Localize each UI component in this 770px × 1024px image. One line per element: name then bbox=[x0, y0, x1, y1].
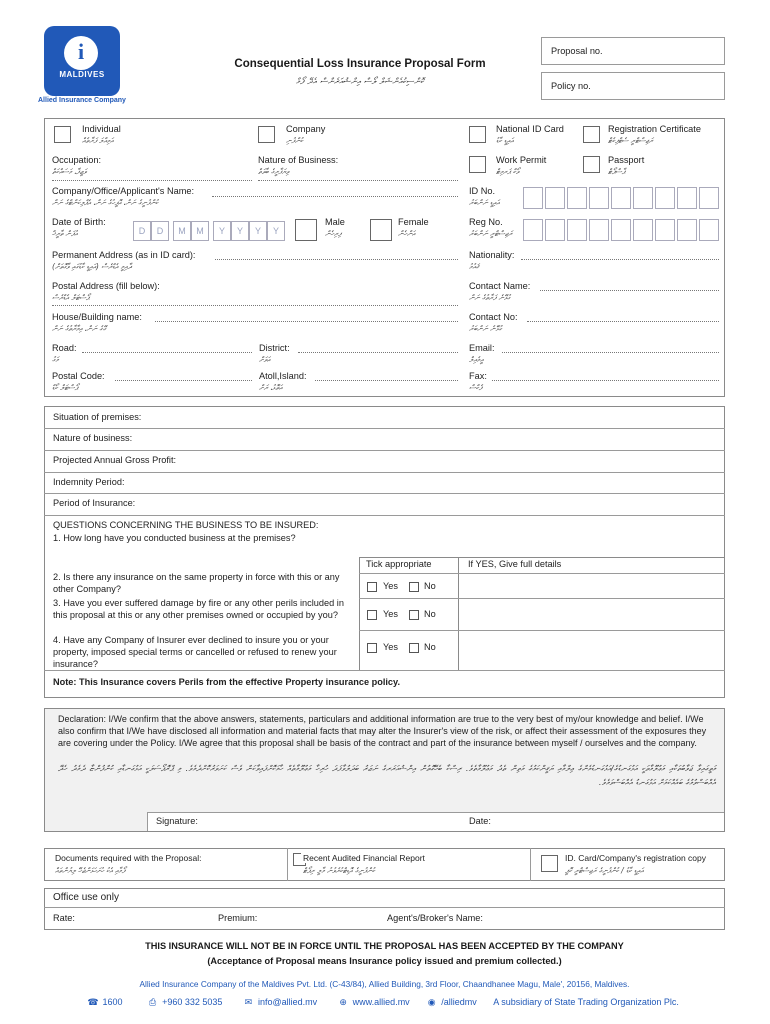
q4-no-checkbox[interactable] bbox=[409, 643, 419, 653]
occupation-input[interactable] bbox=[52, 180, 252, 181]
q2-yes-label: Yes bbox=[383, 581, 398, 591]
road-label-dv: މަގު bbox=[52, 355, 59, 364]
reg-no-cell[interactable] bbox=[699, 219, 719, 241]
row-divider bbox=[44, 450, 725, 451]
gross-profit-label: Projected Annual Gross Profit: bbox=[53, 455, 177, 465]
contact-name-label-dv: ގުޅޭނެ ފަރާތުގެ ނަން bbox=[469, 293, 510, 302]
id-no-cell[interactable] bbox=[567, 187, 587, 209]
acceptance-notice: THIS INSURANCE WILL NOT BE IN FORCE UNTIL THE PROPOSAL HAS BEEN ACCEPTED BY THE COMPANY bbox=[145, 941, 624, 951]
reg-no-cell[interactable] bbox=[589, 219, 609, 241]
individual-label-dv: އަމިއްލަ ފަރާތެއް bbox=[82, 136, 114, 145]
email-label: Email: bbox=[469, 343, 495, 353]
id-no-label: ID No. bbox=[469, 186, 496, 196]
permanent-address-label-dv: ދާއިމީ އެޑްރެސް (އައިޑީ ކާޑުގައި ވާގޮތަށް) bbox=[52, 262, 132, 271]
q3-no-label: No bbox=[424, 609, 436, 619]
dob-day-2[interactable]: D bbox=[151, 221, 169, 241]
road-input[interactable] bbox=[82, 352, 252, 353]
dob-year-2[interactable]: Y bbox=[231, 221, 249, 241]
postal-code-label: Postal Code: bbox=[52, 371, 105, 381]
dob-year-3[interactable]: Y bbox=[249, 221, 267, 241]
id-no-cell[interactable] bbox=[545, 187, 565, 209]
office-use-heading: Office use only bbox=[53, 892, 119, 903]
id-no-cell[interactable] bbox=[633, 187, 653, 209]
signature-row bbox=[147, 812, 724, 831]
row-divider bbox=[359, 630, 725, 631]
id-card-checkbox[interactable] bbox=[541, 855, 558, 872]
work-permit-label-dv: ވޯކް ޕަރމިޓް bbox=[496, 167, 519, 176]
logo-i-icon: i bbox=[77, 39, 85, 64]
house-name-label: House/Building name: bbox=[52, 312, 142, 322]
house-name-label-dv: ގޭގެ ނަން، އިމާރާތުގެ ނަން bbox=[52, 324, 106, 333]
fax-label-dv: ފެކްސް bbox=[469, 383, 482, 392]
company-label: Company bbox=[286, 124, 326, 134]
reg-no-cell[interactable] bbox=[655, 219, 675, 241]
contact-no-label-dv: ގުޅޭނެ ނަންބަރު bbox=[469, 324, 502, 333]
situation-label: Situation of premises: bbox=[53, 412, 142, 422]
postal-code-label-dv: ޕޯސްޓަލް ކޯޑް bbox=[52, 383, 78, 392]
male-checkbox[interactable] bbox=[295, 219, 317, 241]
footer-phone[interactable]: 1600 bbox=[102, 997, 123, 1007]
dob-month-1[interactable]: M bbox=[173, 221, 191, 241]
work-permit-checkbox[interactable] bbox=[469, 156, 486, 173]
q4-no-label: No bbox=[424, 642, 436, 652]
id-no-cell[interactable] bbox=[523, 187, 543, 209]
reg-no-label-dv: ރަޖިސްޓްރީ ނަންބަރު bbox=[469, 229, 513, 238]
documents-required-label-dv: ފޯމާއި އެކު ހުށަހަޅަންޖެހޭ ލިޔުންތައް bbox=[55, 866, 126, 875]
reg-no-cell[interactable] bbox=[567, 219, 587, 241]
dob-label: Date of Birth: bbox=[52, 217, 106, 227]
column-divider bbox=[287, 848, 288, 881]
id-no-cell[interactable] bbox=[677, 187, 697, 209]
rate-label: Rate: bbox=[53, 913, 75, 923]
nature-business-label: Nature of Business: bbox=[258, 155, 339, 165]
reg-no-input[interactable] bbox=[523, 219, 719, 241]
tick-header: Tick appropriate bbox=[366, 559, 432, 569]
q4-yes-checkbox[interactable] bbox=[367, 643, 377, 653]
id-no-input[interactable] bbox=[523, 187, 719, 209]
coverage-note: Note: This Insurance covers Perils from the effective Property insurance policy. bbox=[53, 677, 401, 687]
footer-subsidiary: A subsidiary of State Trading Organization Plc. bbox=[493, 997, 679, 1007]
id-no-cell[interactable] bbox=[611, 187, 631, 209]
row-divider bbox=[44, 907, 725, 908]
postal-address-label-dv: ޕޯސްޓަލް އެޑްރެސް bbox=[52, 293, 90, 302]
reg-no-cell[interactable] bbox=[611, 219, 631, 241]
email-icon: ✉ bbox=[244, 997, 253, 1007]
q3-no-checkbox[interactable] bbox=[409, 610, 419, 620]
agent-label: Agent's/Broker's Name: bbox=[387, 913, 483, 923]
id-no-cell[interactable] bbox=[589, 187, 609, 209]
individual-label: Individual bbox=[82, 124, 121, 134]
postal-address-label: Postal Address (fill below): bbox=[52, 281, 160, 291]
proposal-no-field[interactable] bbox=[541, 37, 725, 65]
nature-business-label-dv: ވިޔަފާރީގެ ބާވަތް bbox=[258, 167, 290, 176]
occupation-label: Occupation: bbox=[52, 155, 102, 165]
declaration-text: Declaration: I/We confirm that the above answers, statements, particulars and additional information are true to the very best of my/our knowledge and belief. I/We also confirm that I/We have disclosed all information and material facts that may alter the Insurer's view of the risk, or affect their assessment of the exposures they are covering under the Policy. I/We agree that this proposal shall be basis of the contract and part of the insurance between myself / ourselves and the company. bbox=[58, 714, 707, 748]
reg-certificate-label-dv: ރަޖިސްޓްރީ ސެޓްފިކެޓް bbox=[608, 136, 653, 145]
nature-business-input[interactable] bbox=[258, 180, 458, 181]
national-id-label-dv: އައިޑީ ކާޑު bbox=[496, 136, 514, 145]
acceptance-subnotice: (Acceptance of Proposal means Insurance policy issued and premium collected.) bbox=[207, 956, 562, 966]
postal-address-divider bbox=[52, 305, 458, 306]
id-card-label-dv: އައިޑީ ކާޑު / ކުންފުނީގެ ރަޖިސްޓްރީ ކޮޕީ bbox=[565, 866, 644, 875]
q2-no-checkbox[interactable] bbox=[409, 582, 419, 592]
footer-address: Allied Insurance Company of the Maldives Pvt. Ltd. (C-43/84), Allied Building, 3rd Floor, Chaandhanee Magu, Male', 20156, Maldives. bbox=[139, 979, 630, 989]
question-4: 4. Have any Company of Insurer ever declined to insure you or your property, imposed special terms or cancelled or refused to renew your insurance? bbox=[53, 635, 337, 669]
premium-label: Premium: bbox=[218, 913, 258, 923]
dob-day-1[interactable]: D bbox=[133, 221, 151, 241]
proposal-no-label: Proposal no. bbox=[551, 46, 603, 56]
reg-certificate-checkbox[interactable] bbox=[583, 126, 600, 143]
dob-label-dv: އުފަން ތާރީޚް bbox=[52, 229, 78, 238]
male-label: Male bbox=[325, 217, 345, 227]
female-label: Female bbox=[398, 217, 429, 227]
district-label: District: bbox=[259, 343, 290, 353]
female-checkbox[interactable] bbox=[370, 219, 392, 241]
id-no-cell[interactable] bbox=[655, 187, 675, 209]
nationality-label-dv: ޤައުމު bbox=[469, 262, 479, 271]
footer-web[interactable]: www.allied.mv bbox=[352, 997, 410, 1007]
question-1: 1. How long have you conducted business at the premises? bbox=[53, 533, 296, 543]
work-permit-label: Work Permit bbox=[496, 155, 547, 165]
reg-certificate-label: Registration Certificate bbox=[608, 124, 701, 134]
social-icons: ◉ bbox=[427, 997, 436, 1007]
q3-yes-checkbox[interactable] bbox=[367, 610, 377, 620]
nationality-label: Nationality: bbox=[469, 250, 515, 260]
audited-report-label-dv: ކުންފުނީގެ އޮޑިޓްކުރެވުނު މާލީ ރިޕޯޓް bbox=[303, 866, 375, 875]
globe-icon: ⊕ bbox=[339, 997, 347, 1007]
reg-no-cell[interactable] bbox=[523, 219, 543, 241]
nationality-input[interactable] bbox=[521, 259, 719, 260]
fax-icon: ⎙ bbox=[148, 997, 157, 1007]
passport-label-dv: ޕާސްޕޯޓް bbox=[608, 167, 625, 176]
dob-month-2[interactable]: M bbox=[191, 221, 209, 241]
dob-year-4[interactable]: Y bbox=[267, 221, 285, 241]
row-divider bbox=[44, 515, 725, 516]
road-label: Road: bbox=[52, 343, 77, 353]
id-no-label-dv: އައިޑީ ނަންބަރު bbox=[469, 198, 500, 207]
policy-no-field[interactable] bbox=[541, 72, 725, 100]
row-divider bbox=[44, 428, 725, 429]
individual-checkbox[interactable] bbox=[54, 126, 71, 143]
period-label: Period of Insurance: bbox=[53, 498, 136, 508]
date-label: Date: bbox=[469, 816, 491, 826]
id-no-cell[interactable] bbox=[699, 187, 719, 209]
national-id-label: National ID Card bbox=[496, 124, 564, 134]
reg-no-label: Reg No. bbox=[469, 217, 503, 227]
district-label-dv: އަވަށް bbox=[259, 355, 271, 364]
row-divider bbox=[44, 493, 725, 494]
contact-name-input[interactable] bbox=[540, 290, 719, 291]
email-input[interactable] bbox=[502, 352, 719, 353]
logo-text: MALDIVES bbox=[59, 70, 105, 79]
atoll-island-label-dv: އަތޮޅު، ރަށް bbox=[259, 383, 283, 392]
q2-yes-checkbox[interactable] bbox=[367, 582, 377, 592]
national-id-checkbox[interactable] bbox=[469, 126, 486, 143]
row-divider bbox=[359, 573, 725, 574]
female-label-dv: އަންހެން bbox=[398, 229, 416, 238]
applicant-name-label: Company/Office/Applicant's Name: bbox=[52, 186, 195, 196]
footer-social[interactable]: /alliedmv bbox=[441, 997, 477, 1007]
house-name-input[interactable] bbox=[155, 321, 458, 322]
company-name: Allied Insurance Company bbox=[38, 97, 126, 104]
occupation-label-dv: ވަޒީފާ، މަސައްކަތް bbox=[52, 167, 87, 176]
page-title: Consequential Loss Insurance Proposal Form bbox=[234, 58, 486, 70]
footer-fax[interactable]: +960 332 5035 bbox=[162, 997, 223, 1007]
district-input[interactable] bbox=[298, 352, 458, 353]
passport-label: Passport bbox=[608, 155, 645, 165]
footer-contacts bbox=[86, 997, 706, 1008]
company-checkbox[interactable] bbox=[258, 126, 275, 143]
reg-no-cell[interactable] bbox=[633, 219, 653, 241]
office-use-section bbox=[44, 888, 725, 930]
q2-no-label: No bbox=[424, 581, 436, 591]
questions-heading: QUESTIONS CONCERNING THE BUSINESS TO BE INSURED: bbox=[53, 520, 319, 530]
applicant-name-input[interactable] bbox=[212, 196, 458, 197]
q4-yes-label: Yes bbox=[383, 642, 398, 652]
company-label-dv: ކުންފުނި bbox=[286, 136, 303, 145]
fax-input[interactable] bbox=[492, 380, 719, 381]
id-card-label: ID. Card/Company's registration copy bbox=[565, 853, 706, 863]
fax-label: Fax: bbox=[469, 371, 487, 381]
dob-year-1[interactable]: Y bbox=[213, 221, 231, 241]
question-3: 3. Have you ever suffered damage by fire or any other perils included in this proposal at this or any other premises owned or occupied by you? bbox=[53, 598, 344, 620]
page-title-dhivehi: ކޮންސިކުއެންޝަލް ލޯސް އިންޝުއަރެންސް އެދޭ ފޯމް bbox=[296, 77, 424, 87]
indemnity-label: Indemnity Period: bbox=[53, 477, 125, 487]
permanent-address-label: Permanent Address (as in ID card): bbox=[52, 250, 196, 260]
contact-no-input[interactable] bbox=[527, 321, 719, 322]
applicant-name-label-dv: ކުންފުނީގެ ނަން، އޮފީހުގެ ނަން، އެޕްލިކަންޓްގެ ނަން bbox=[52, 198, 159, 207]
reg-no-cell[interactable] bbox=[545, 219, 565, 241]
details-header: If YES, Give full details bbox=[468, 559, 562, 569]
column-divider bbox=[530, 848, 531, 881]
row-divider bbox=[359, 598, 725, 599]
reg-no-cell[interactable] bbox=[677, 219, 697, 241]
male-label-dv: ފިރިހެން bbox=[325, 229, 342, 238]
question-2: 2. Is there any insurance on the same property in force with this or any other Company? bbox=[53, 572, 340, 594]
permanent-address-input[interactable] bbox=[215, 259, 458, 260]
email-label-dv: އީމެއިލް bbox=[469, 355, 484, 364]
q3-yes-label: Yes bbox=[383, 609, 398, 619]
signature-label: Signature: bbox=[156, 816, 198, 826]
atoll-island-input[interactable] bbox=[315, 380, 458, 381]
nature-label: Nature of business: bbox=[53, 433, 133, 443]
contact-name-label: Contact Name: bbox=[469, 281, 531, 291]
documents-required-label: Documents required with the Proposal: bbox=[55, 853, 202, 863]
passport-checkbox[interactable] bbox=[583, 156, 600, 173]
policy-no-label: Policy no. bbox=[551, 81, 591, 91]
row-divider bbox=[44, 670, 725, 671]
phone-icon: ☎ bbox=[87, 997, 99, 1007]
footer-email[interactable]: info@allied.mv bbox=[257, 997, 318, 1007]
contact-no-label: Contact No: bbox=[469, 312, 518, 322]
audited-report-label: Recent Audited Financial Report bbox=[303, 853, 425, 863]
atoll-island-label: Atoll,Island: bbox=[259, 371, 307, 381]
postal-code-input[interactable] bbox=[115, 380, 252, 381]
declaration-text-dv: މަތީގައިވާ ޖަވާބުތަކާއި މަޢުލޫމާތަކީ އަޅުގަނޑުގެ/އަޅުގަނޑުމެންގެ ޢިލްމާއި ޔަޤީންކަމުގެ މަތިން ތެދު މަޢުލޫމާތެވެ. ރިސްކާ ބެހޭގޮތުން އިންޝުއަރަރގެ ނަޒަރު ބަދަލުވާފަދަ ހުރިހާ މަޢުލޫމާތެއް ހާމަކޮށްފައިވާކަން ވެސް ކަށަވަރުކޮށްދެމެވެ. މި ޕްރޮޕޯސަލަކީ އަޅުގަނޑާއި ކުންފުންޏާ ދެމެދު ހެދޭ އެއްބަސްވުމުގެ ބައެއްކަމަށް އަޅުގަނޑު އެއްބަސްވަމެވެ. bbox=[58, 764, 716, 787]
row-divider bbox=[44, 472, 725, 473]
